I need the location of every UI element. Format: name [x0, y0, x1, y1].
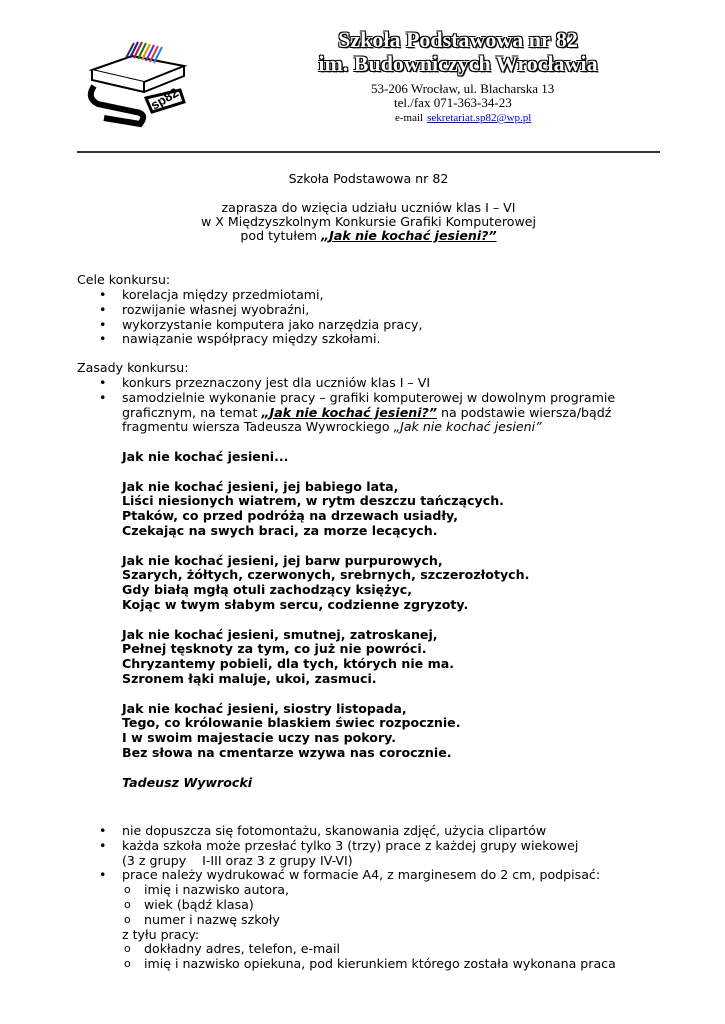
list-item: • wykorzystanie komputera jako narzędzia pracy,: [77, 318, 422, 333]
school-name-line1: Szkoła Podstawowa nr 82: [338, 27, 578, 52]
goals-list: [77, 288, 422, 347]
poem-reference: „Jak nie kochać jesieni”: [393, 419, 542, 435]
intro-invite: zaprasza do wzięcia udziału uczniów klas I – VI: [221, 200, 516, 215]
rule-text: graficznym, na temat: [122, 404, 258, 420]
poem-line: I w swoim majestacie uczy nas pokory.: [122, 730, 396, 746]
rule-text-line: (3 z grupy I-III oraz 3 z grupy IV-VI): [122, 852, 353, 868]
books-logo-icon: [84, 40, 194, 130]
list-item: • rozwijanie własnej wyobraźni,: [77, 303, 422, 318]
school-name-line2: im. Budowniczych Wrocławia: [318, 51, 598, 76]
poem-line: Chryzantemy pobieli, dla tych, których nie ma.: [122, 656, 454, 672]
list-item: [77, 868, 616, 972]
intro-title: „Jak nie kochać jesieni?”: [321, 228, 497, 243]
sublist-item: o imię i nazwisko autora,: [122, 883, 616, 898]
email-label: e-mail: [395, 112, 424, 124]
poem-stanza: [122, 702, 529, 761]
poem-line: Jak nie kochać jesieni, siostry listopada,: [122, 700, 407, 716]
rule-text-line: [122, 420, 615, 435]
rules-heading: Zasady konkursu:: [77, 360, 189, 375]
logo-text: sp82: [148, 84, 182, 113]
poem-title: Jak nie kochać jesieni...: [122, 449, 289, 464]
poem-line: Jak nie kochać jesieni, jej barw purpurowych,: [122, 552, 443, 568]
poem: [122, 450, 529, 790]
email-link[interactable]: sekretariat.sp82@wp.pl: [427, 112, 532, 124]
poem-line: Czekając na swych braci, za morze lecących.: [122, 522, 438, 538]
poem-line: Jak nie kochać jesieni, jej babiego lata,: [122, 478, 399, 494]
poem-stanza: [122, 628, 529, 687]
sublist-item: o dokładny adres, telefon, e-mail: [122, 942, 616, 957]
poem-line: Bez słowa na cmentarze wzywa nas corocznie.: [122, 744, 452, 760]
back-sublist: [122, 942, 616, 972]
poem-line: Ptaków, co przed podróżą na drzewach usiadły,: [122, 508, 459, 524]
rule-text-line: • prace należy wydrukować w formacie A4, z marginesem do 2 cm, podpisać:: [122, 867, 601, 883]
list-item: • nie dopuszcza się fotomontażu, skanowania zdjęć, użycia clipartów: [77, 824, 616, 839]
list-item: [77, 391, 615, 435]
phone-line: tel./fax 071-363-34-23: [394, 95, 512, 110]
sublist-item: o numer i nazwę szkoły: [122, 913, 616, 928]
poem-line: Szarych, żółtych, czerwonych, srebrnych, szczerozłotych.: [122, 567, 530, 583]
list-item: • konkurs przeznaczony jest dla uczniów klas I – VI: [77, 376, 615, 391]
list-item: [77, 839, 616, 869]
list-item: • nawiązanie współpracy między szkołami.: [77, 332, 422, 347]
list-item: • korelacja między przedmiotami,: [77, 288, 422, 303]
school-logo: [84, 40, 194, 130]
intro-contest: w X Międzyszkolnym Konkursie Grafiki Komputerowej: [200, 214, 537, 229]
header-divider: [77, 151, 660, 153]
poem-line: Szronem łąki maluje, ukoi, zasmuci.: [122, 670, 377, 686]
sublist-item: o imię i nazwisko opiekuna, pod kierunkiem którego została wykonana praca: [122, 957, 616, 972]
poem-line: Kojąc w twym słabym sercu, codzienne zgryzoty.: [122, 596, 469, 612]
goals-heading: Cele konkursu:: [77, 272, 171, 287]
rule-text-line: • samodzielnie wykonanie pracy – grafiki komputerowej w dowolnym programie: [122, 389, 616, 405]
poem-line: Gdy białą mgłą otuli zachodzący księżyc,: [122, 582, 413, 598]
contest-title: „Jak nie kochać jesieni?”: [261, 404, 437, 420]
rule-text-line: • każda szkoła może przesłać tylko 3 (trzy) prace z każdej grupy wiekowej: [122, 837, 579, 853]
back-label: z tyłu pracy:: [122, 926, 200, 942]
poem-stanza: [122, 480, 529, 539]
front-sublist: [122, 883, 616, 927]
rule-text: fragmentu wiersza Tadeusza Wywrockiego: [122, 419, 390, 435]
poem-line: Jak nie kochać jesieni, smutnej, zatroskanej,: [122, 626, 438, 642]
more-rules-list: [77, 824, 616, 972]
sublist-item: o wiek (bądź klasa): [122, 898, 616, 913]
school-name: [300, 28, 616, 76]
poem-stanza: [122, 554, 529, 613]
poem-author: Tadeusz Wywrocki: [122, 774, 253, 790]
rule-text: na podstawie wiersza/bądź: [440, 404, 612, 420]
poem-line: Tego, co królowanie blaskiem świec rozpocznie.: [122, 715, 461, 731]
poem-line: Liści niesionych wiatrem, w rytm deszczu tańczących.: [122, 493, 504, 509]
intro-title-line: [77, 229, 660, 244]
rules-list: [77, 376, 615, 435]
intro-title-prefix: pod tytułem: [240, 228, 318, 243]
intro-school: Szkoła Podstawowa nr 82: [288, 171, 449, 186]
email-line: [395, 111, 531, 126]
address-line: 53-206 Wrocław, ul. Blacharska 13: [371, 81, 555, 96]
poem-line: Pełnej tęsknoty za tym, co już nie powróci.: [122, 641, 427, 657]
rule-text-line: [122, 406, 615, 421]
